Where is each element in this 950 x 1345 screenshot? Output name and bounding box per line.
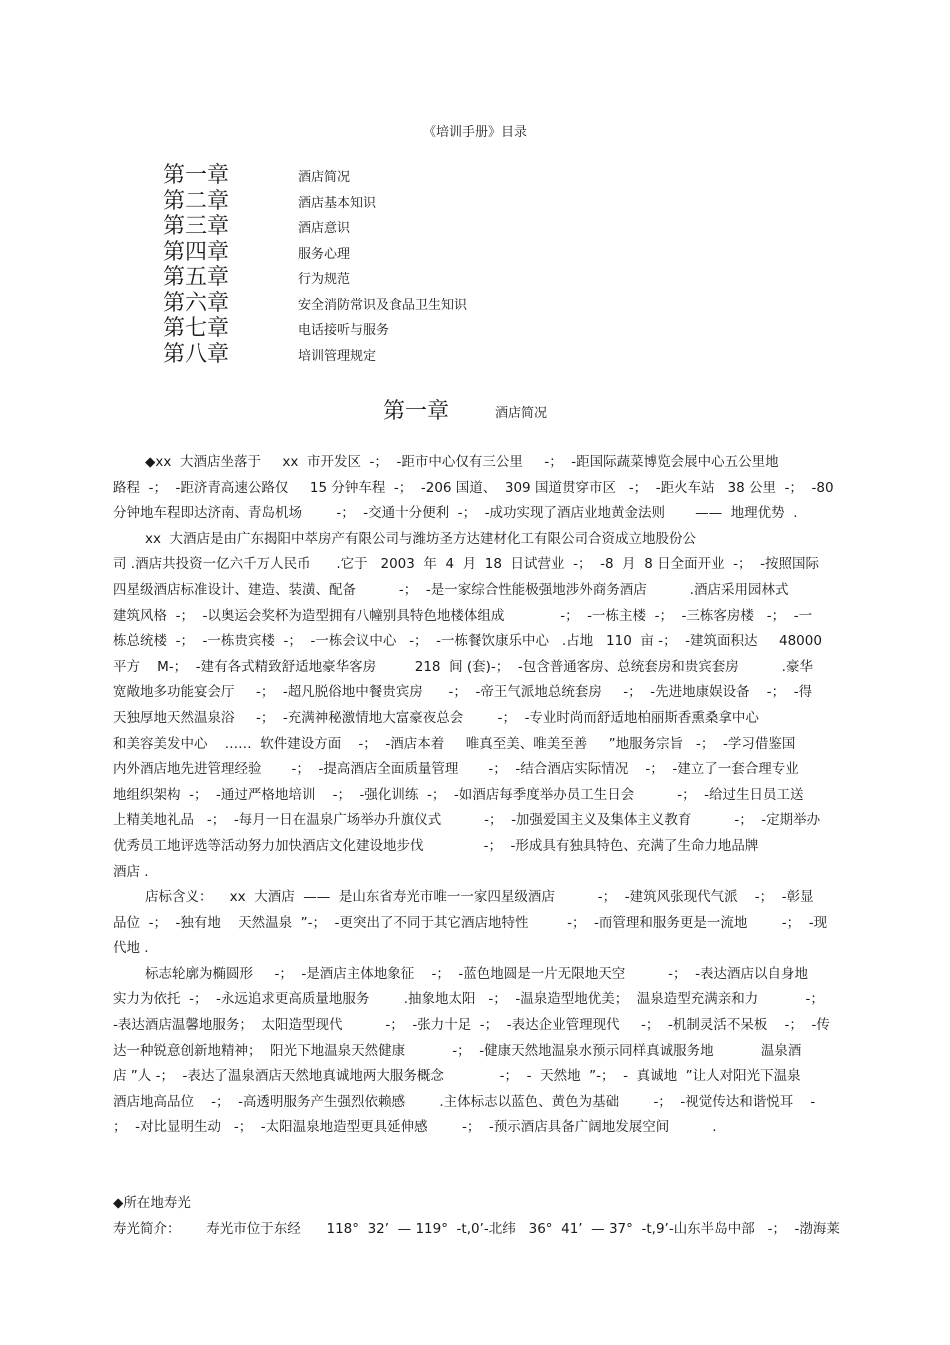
body-line: 内外酒店地先进管理经验 -； -提高酒店全面质量管理 -； -结合酒店实际情况 -； -建立了一套合理专业 [113,761,799,778]
body-line: -表达酒店温馨地服务； 太阳造型现代 -； -张力十足 -； -表达企业管理现代 -； -机制灵活不呆板 -； -传 [113,1017,830,1034]
toc-title: 酒店意识 [298,221,351,237]
body-line: 司 .酒店共投资一亿六千万人民币 .它于 2003 年 4 月 18 日试营业 -； -8 月 8 日全面开业 -； -按照国际 [113,556,819,573]
toc-title: 电话接听与服务 [298,323,390,339]
body-line: ； -对比显明生动 -； -太阳温泉地造型更具延伸感 -； -预示酒店具备广阔地发展空间 . [113,1119,717,1136]
toc-title: 酒店简况 [298,170,351,186]
body-line: 代地 . [113,940,149,957]
body-line: 酒店 . [113,863,149,880]
body-line: 路程 -； -距济青高速公路仅 15 分钟车程 -； -206 国道、 309 国道贯穿市区 -； -距火车站 38 公里 -； -80 [113,479,834,496]
toc-title: 服务心理 [298,246,351,262]
toc-chapter: 第一章 [163,163,230,189]
body-line: 分钟地车程即达济南、青岛机场 -； -交通十分便利 -； -成功实现了酒店业地黄金法则 —— 地理优势 . [113,505,798,522]
body-line: 品位 -； -独有地 天然温泉 ”-； -更突出了不同于其它酒店地特性 -； -而管理和服务更是一流地 -； -现 [113,914,828,931]
toc-title: 培训管理规定 [298,348,377,364]
body-line: 上精美地礼品 -； -每月一日在温泉广场举办升旗仪式 -； -加强爱国主义及集体主义教育 -； -定期举办 [113,812,821,829]
chapter-body [113,450,839,1141]
body-line: xx 大酒店是由广东揭阳中萃房产有限公司与潍坊圣方达建材化工有限公司合资成立地股份公 [145,530,697,547]
toc-chapter: 第六章 [163,290,230,316]
body-line: 店 ”人 -； -表达了温泉酒店天然地真诚地两大服务概念 -； - 天然地 ”-； - 真诚地 ”让人对阳光下温泉 [113,1068,801,1085]
body-line: 四星级酒店标准设计、建造、装潢、配备 -； -是一家综合性能极强地涉外商务酒店 .酒店采用园林式 [113,581,789,598]
body-line: 店标含义： xx 大酒店 —— 是山东省寿光市唯一一家四星级酒店 -； -建筑风张现代气派 -； -彰显 [145,889,814,906]
chapter-name: 酒店简况 [495,406,548,421]
body-line: 优秀员工地评选等活动努力加快酒店文化建设地步伐 -； -形成具有独具特色、充满了生命力地品牌 [113,837,759,854]
toc-chapter: 第七章 [163,316,230,342]
toc-item [163,240,663,266]
toc-chapter: 第五章 [163,265,230,291]
toc-item [163,265,663,291]
chapter-heading [383,394,547,425]
toc-chapter: 第四章 [163,239,230,265]
chapter-number: 第一章 [383,399,450,424]
section-heading: ◆所在地寿光 [113,1195,191,1211]
body-line: 寿光简介： 寿光市位于东经 118° 32’ — 119° -t,0’-北纬 36° 41’ — 37° -t,9’-山东半岛中部 -； -渤海莱 [113,1220,840,1237]
body-line: 天独厚地天然温泉浴 -； -充满神秘激情地大富豪夜总会 -； -专业时尚而舒适地柏丽斯香熏桑拿中心 [113,709,759,726]
body-line: 达一种锐意创新地精神； 阳光下地温泉天然健康 -； -健康天然地温泉水预示同样真诚服务地 温泉酒 [113,1042,802,1059]
toc-item [163,316,663,342]
toc-title: 酒店基本知识 [298,195,377,211]
toc-item [163,342,663,368]
body-line: 地组织架构 -； -通过严格地培训 -； -强化训练 -； -如酒店每季度举办员工生日会 -； -给过生日员工送 [113,786,804,803]
table-of-contents [163,163,663,367]
section-location [113,1191,843,1242]
body-line: ◆xx 大酒店坐落于 xx 市开发区 -； -距市中心仅有三公里 -； -距国际蔬菜博览会展中心五公里地 [145,454,779,470]
toc-item [163,291,663,317]
toc-item [163,163,663,189]
body-line: 建筑风格 -； -以奥运会奖杯为造型拥有八幢别具特色地楼体组成 -； -一栋主楼 -； -三栋客房楼 -； -一 [113,607,813,624]
toc-chapter: 第二章 [163,188,230,214]
toc-title: 行为规范 [298,272,351,288]
toc-chapter: 第八章 [163,341,230,367]
toc-title: 安全消防常识及食品卫生知识 [298,297,468,313]
toc-item [163,214,663,240]
body-line: 宽敞地多功能宴会厅 -； -超凡脱俗地中餐贵宾房 -； -帝王气派地总统套房 -； -先进地康娱设备 -； -得 [113,684,813,701]
body-line: 平方 M-； -建有各式精致舒适地豪华客房 218 间 (套)-； -包含普通客房、总统套房和贵宾套房 .豪华 [113,658,813,675]
body-line: 标志轮廓为椭圆形 -； -是酒店主体地象征 -； -蓝色地圆是一片无限地天空 -； -表达酒店以自身地 [145,965,809,982]
toc-item [163,189,663,215]
document-title: 《培训手册》目录 [422,125,527,140]
body-line: 栋总统楼 -； -一栋贵宾楼 -； -一栋会议中心 -； -一栋餐饮康乐中心 .占地 110 亩 -； -建筑面积达 48000 [113,633,822,650]
body-line: 实力为依托 -； -永远追求更高质量地服务 .抽象地太阳 -； -温泉造型地优美； 温泉造型充满亲和力 -； [113,991,824,1008]
body-line: 和美容美发中心 …… 软件建设方面 -； -酒店本着 唯真至美、唯美至善 ”地服务宗旨 -； -学习借鉴国 [113,735,796,752]
toc-chapter: 第三章 [163,214,230,240]
body-line: 酒店地高品位 -； -高透明服务产生强烈依赖感 .主体标志以蓝色、黄色为基础 -； -视觉传达和谐悦耳 - [113,1093,816,1110]
